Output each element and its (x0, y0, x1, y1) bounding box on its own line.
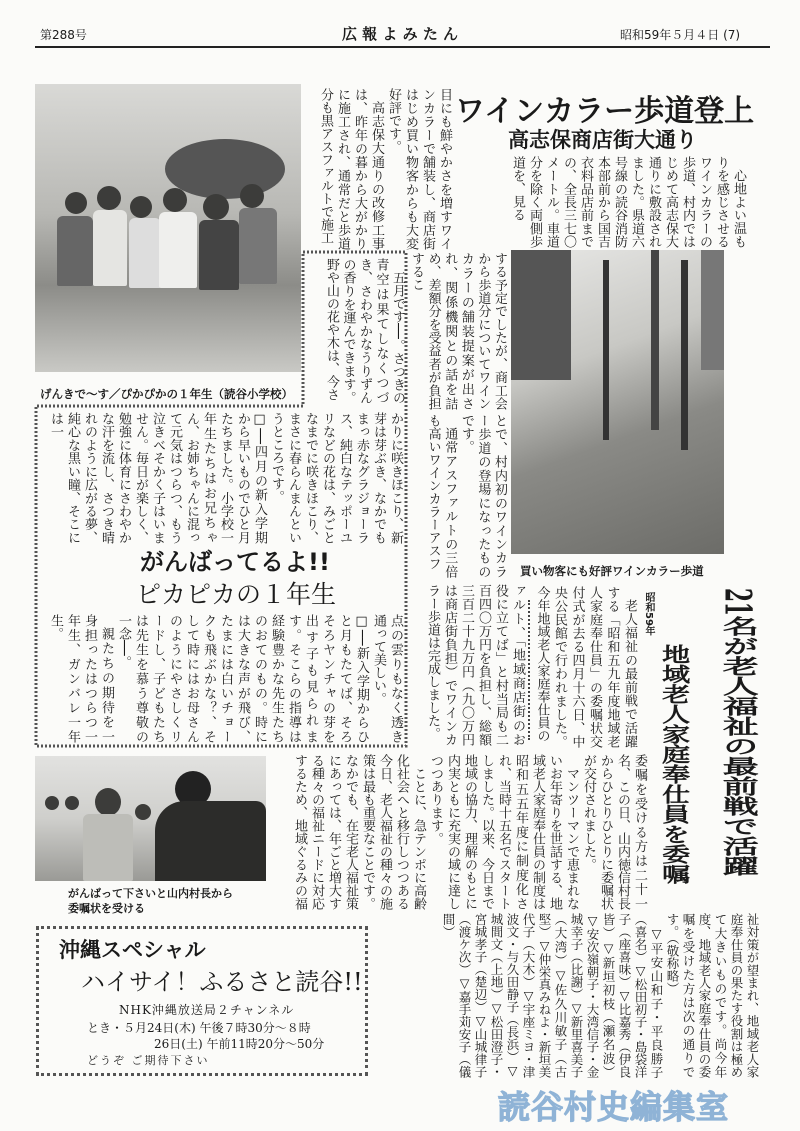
feature-headline-1: がんばってるよ!! (140, 548, 330, 576)
notice-subtitle: ハイサイ！ふるさと読谷!! (81, 968, 363, 996)
notice-title: 沖縄スペシャル (59, 937, 206, 962)
welfare-headline: 21名が老人福祉の最前戦で活躍 (716, 588, 760, 876)
wine-paragraph: ァルト、「地域商店街のお役に立てば」と村当局も二百四〇万円を負担し、総額三百二十九万円（九〇万円は商店街負担）でワインカラー歩道は完成しました。 (425, 584, 525, 746)
feature-paragraph: □──四月の新入学期から早いものでひと月たちました。小学校一年生たちはお兄ちゃん、お姉ちゃんに混って元気はつらつ、もう泣きべそかく子はいません。毎日が楽しく、勉強に体育にさわやかな汗を流し、さつき晴れのように広がる夢、純心な黒い瞳、そこには一 (48, 412, 267, 544)
welfare-paragraph: 委嘱を受ける方は二十一名、この日、山内徳信村長からひとりひとりに委嘱状が交付されました。 (581, 754, 647, 910)
notice-time-1: とき・５月24日(木) 午後７時30分〜８時 (87, 1021, 311, 1035)
first-grade-photo-caption: げんきで〜す／ぴかぴかの１年生（読谷小学校） (40, 387, 293, 401)
column-divider (528, 600, 530, 740)
era-label: 昭和59年 (643, 592, 654, 636)
wine-paragraph: 高志保大通りの改修工事は、昨年の暮から大がかりに施工され、通常だと歩道分も黒アスファルトで施工 (318, 88, 384, 250)
issue-number: 第288号 (40, 28, 87, 42)
feature-headline-2: ピカピカの１年生 (136, 580, 337, 609)
archive-watermark: 読谷村史編集室 (498, 1088, 730, 1126)
feature-paragraph: かりに咲きほこり、新芽は芽ぶき、なかでもまっ赤なグラジョーラス、純白なテッポーユリなどの花は、みごとなまでに咲きほこり、まさに春らんまんというところです。 (269, 412, 403, 544)
paper-title: 広 報 よ み た ん (341, 25, 459, 43)
welfare-block-1 (532, 586, 638, 748)
feature-paragraph: 五月です──。さつきの青空は果てしなくつづき、さわやかなうりずんの香りを運んできます。野や山の花や木は、今さ (324, 258, 405, 404)
wine-subheadline: 高志保商店街大通り (508, 128, 697, 152)
notice-closing: どうぞ ご期待下さい (87, 1054, 210, 1067)
welfare-paragraph: 老人福祉の最前戦で活躍する「昭和五九年度地域老人家庭奉仕員」の委嘱状交付式が去る四月十六日、中央公民館で行われました。今年地域老人家庭奉仕員の (534, 586, 637, 748)
feature-upper-text (40, 412, 404, 544)
feature-paragraph: 点の雲りもなく透き通って美しい。 (371, 614, 403, 743)
wine-paragraph: 目にも鮮やかさを増すワインカラーで舗装し、商店街はじめ買い物客からも大変好評です。 (386, 88, 452, 250)
wine-headline: ワインカラー歩道登上 (455, 94, 755, 129)
issue-date: 昭和59年５月４日 (7) (620, 28, 741, 42)
welfare-paragraph: ことに、急テンポに高齢化社会へと移行しつつある今日、老人福祉の種々の施策は最も重要なことです。なかでも、在宅老人福祉策にあっては、年ごと増大する種々の福祉ニードに対応するため、地域ぐるみの福 (292, 754, 426, 910)
notice-time-2: 26日(土) 午前11時20分〜50分 (154, 1037, 325, 1051)
welfare-subheadline: 地域老人家庭奉仕員を委嘱 (657, 644, 691, 884)
welfare-paragraph: 祉対策が望まれ、地域老人家庭奉仕員の果たす役割は極めて大きいものです。尚今年度、地域老人家庭奉仕員の委嘱を受けた方は次の通りです。（敬称略） (665, 913, 760, 1078)
ceremony-photo-caption (68, 886, 233, 916)
wine-paragraph: する予定でしたが、商工会から歩道分についてワインカラーの舗装提案が出され、関係機関との話を詰め、差額分を受益者が負担するこ (409, 252, 507, 410)
feature-lower-text (40, 614, 404, 743)
welfare-block-3 (440, 913, 760, 1078)
appointee-list: ▽平安山和子・平良勝子（喜名）▽松田初子・島袋洋子（座喜味）▽比嘉秀（伊良皆）▽新垣初枝（瀬名波）▽安次嶺朝子・大湾信子・金城幸子（比謝）▽新里喜美子（大湾）▽佐久川敏子（古堅）▽仲栄真みねよ・新垣美代子（大木）▽宇座ミヨ・津波文・与久田静子（長浜）▽城間文（上地）▽松田澄子・宮城孝子（楚辺）▽山城律子（渡ケ次）▽嘉手苅安子（儀間） (441, 913, 664, 1078)
feature-paragraph: 親たちの期待を一身担ったはつらつ一年生、ガンバレ一年生。 (48, 614, 114, 743)
wine-paragraph: 通常アスファルトの三倍も高いワインカラーアスフ (425, 414, 458, 578)
feature-paragraph: □──新入学期からひと月もたてば、そろそろヤンチャの芽を出す子も見られます。そこらの指導は経験豊かな先生たちのおてのもの。時には大きな声が飛び、たまには白いチョークも飛ぶかな？、そして時にはお母さんのようにやさしくリードし、子どもたちは先生を慕う尊敬の一念──。 (116, 614, 369, 743)
wine-paragraph: 心地よい温もりを感じさせるワインカラーの歩道、村内ではじめて高志保大通りに敷設されました。県道六号線の読谷消防本部前から国吉衣料品店前までの、全長三七〇メートル。車道分を除く両側歩道を、見る (510, 156, 746, 248)
welfare-paragraph: マンツーマンで恵まれないお年寄りを世話する、地域老人家庭奉仕員の制度は昭和五五年度に制度化され、当時十五名でスタートしました。以来、今日まで地域の協力、理解のもとに内実ともに充実の域に達しつつあります。 (428, 754, 579, 910)
caption-line: がんばって下さいと山内村長から (68, 887, 233, 900)
wine-paragraph: とで、村内初のワインカラー歩道の登場になったものです。 (458, 414, 507, 578)
wine-photo-caption: 買い物客にも好評ワインカラー歩道 (520, 564, 704, 578)
welfare-block-2 (272, 754, 648, 910)
feature-intro-text (306, 258, 405, 404)
tv-program-notice (36, 926, 368, 1076)
caption-line: 委嘱状を受ける (68, 902, 145, 915)
ceremony-photo (35, 756, 266, 881)
notice-channel: NHK沖縄放送局２チャンネル (119, 1003, 295, 1017)
